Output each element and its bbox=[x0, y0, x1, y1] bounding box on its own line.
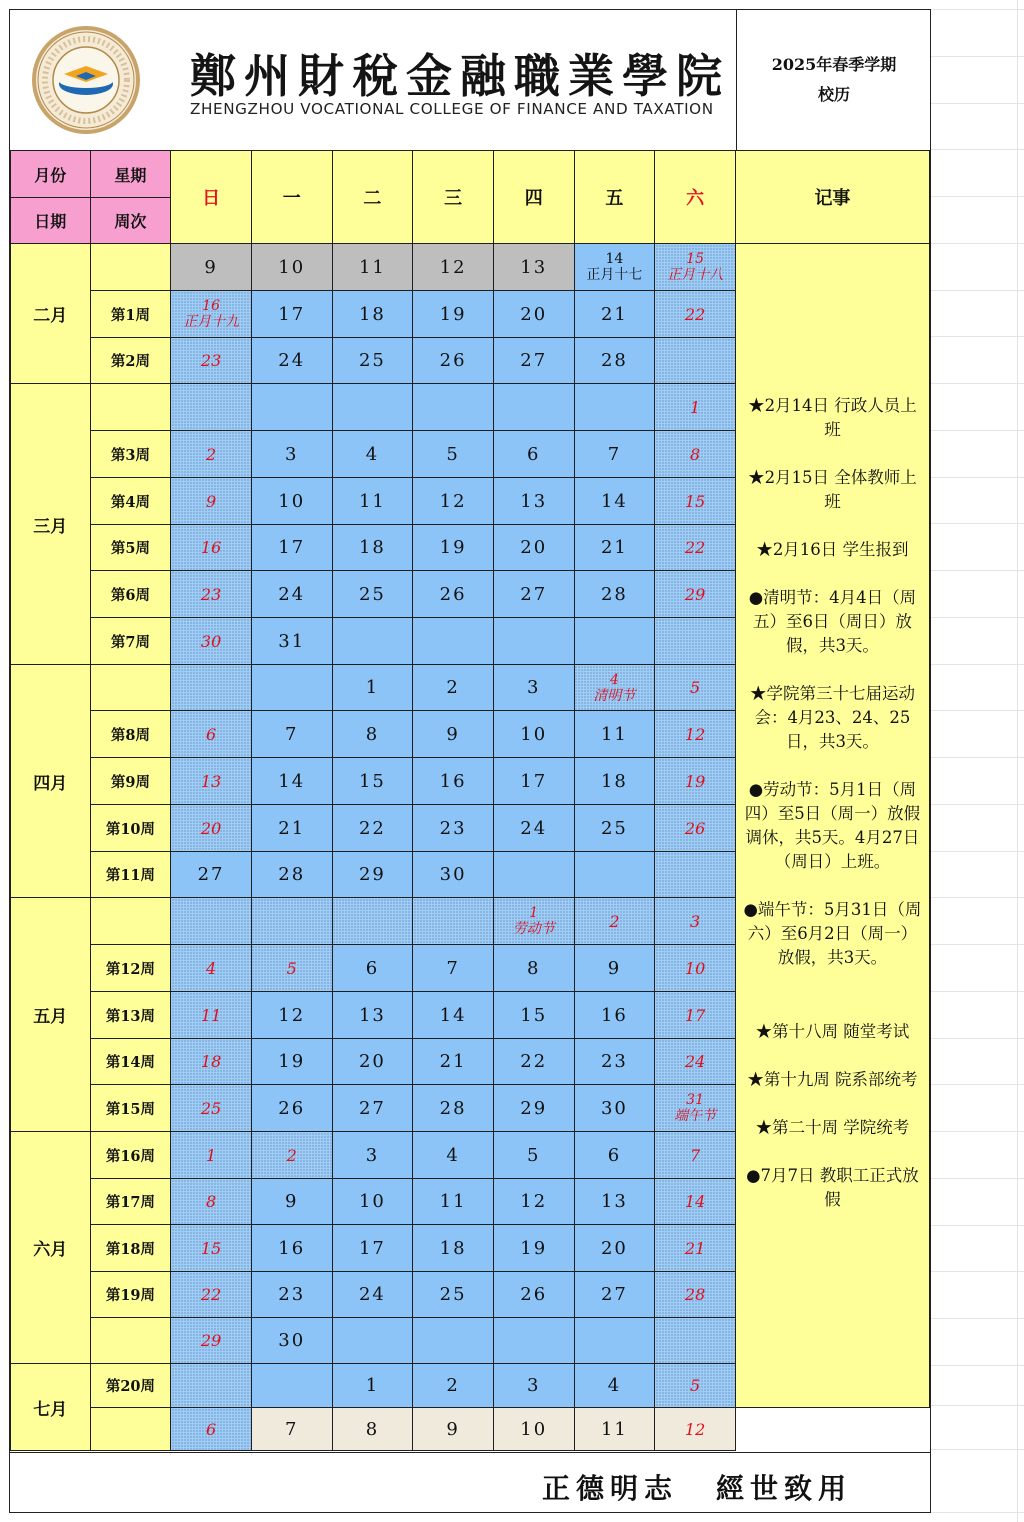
day-cell-weekend bbox=[171, 1364, 252, 1408]
day-cell: 14 bbox=[413, 992, 494, 1039]
day-cell: 21 bbox=[413, 1039, 494, 1085]
holiday-cell: 2 bbox=[251, 1132, 332, 1179]
term-calendar-label: 校历 bbox=[817, 85, 850, 104]
day-cell: 29 bbox=[493, 1085, 574, 1132]
day-cell: 20 bbox=[493, 291, 574, 338]
week-label bbox=[90, 1408, 171, 1451]
day-cell: 18 bbox=[574, 758, 655, 805]
day-cell bbox=[574, 852, 655, 898]
day-cell: 8 bbox=[332, 1408, 413, 1451]
day-cell: 7 bbox=[574, 431, 655, 478]
day-cell: 12 bbox=[413, 244, 494, 291]
day-cell-weekend bbox=[171, 898, 252, 945]
day-cell: 4 bbox=[413, 1132, 494, 1179]
week-label: 第3周 bbox=[90, 431, 171, 478]
day-cell-weekend: 20 bbox=[171, 805, 252, 852]
day-cell-weekend: 17 bbox=[655, 992, 736, 1039]
day-cell-weekend: 22 bbox=[655, 525, 736, 571]
day-cell bbox=[413, 898, 494, 945]
day-cell: 14 bbox=[251, 758, 332, 805]
day-cell: 27 bbox=[493, 571, 574, 618]
day-cell: 26 bbox=[413, 338, 494, 384]
week-label: 第4周 bbox=[90, 478, 171, 525]
day-cell: 23 bbox=[413, 805, 494, 852]
day-cell: 9 bbox=[171, 244, 252, 291]
day-cell: 29 bbox=[332, 852, 413, 898]
day-number: 16 bbox=[202, 298, 220, 314]
day-cell-weekend: 30 bbox=[171, 618, 252, 665]
day-cell bbox=[332, 618, 413, 665]
day-cell: 15 bbox=[493, 992, 574, 1039]
day-cell: 16 bbox=[574, 992, 655, 1039]
note-item: ●端午节：5月31日（周六）至6月2日（周一）放假，共3天。 bbox=[743, 900, 922, 967]
day-cell-weekend: 8 bbox=[655, 431, 736, 478]
day-cell: 7 bbox=[413, 945, 494, 992]
month-label-mar: 三月 bbox=[11, 384, 91, 665]
day-cell: 14 bbox=[574, 478, 655, 525]
day-cell: 21 bbox=[251, 805, 332, 852]
day-cell bbox=[251, 665, 332, 711]
day-cell: 16 bbox=[251, 1225, 332, 1272]
day-number: 14 bbox=[605, 251, 624, 267]
day-cell: 31 bbox=[251, 618, 332, 665]
day-cell: 5 bbox=[413, 431, 494, 478]
month-label-may: 五月 bbox=[11, 898, 91, 1132]
week-label bbox=[90, 244, 171, 291]
day-cell: 15 bbox=[332, 758, 413, 805]
day-cell: 17 bbox=[493, 758, 574, 805]
day-cell: 23 bbox=[251, 1272, 332, 1318]
calendar-table bbox=[10, 150, 930, 1451]
day-cell: 6 bbox=[332, 945, 413, 992]
week-label bbox=[90, 1318, 171, 1364]
day-cell-weekend: 25 bbox=[171, 1085, 252, 1132]
day-cell: 12 bbox=[251, 992, 332, 1039]
month-label-jun: 六月 bbox=[11, 1132, 91, 1364]
day-cell: 13 bbox=[332, 992, 413, 1039]
day-number: 4 bbox=[609, 671, 619, 688]
week-label: 第19周 bbox=[90, 1272, 171, 1318]
day-cell-weekend bbox=[171, 291, 252, 338]
week-label: 第16周 bbox=[90, 1132, 171, 1179]
week-label: 第20周 bbox=[90, 1364, 171, 1408]
holiday-label: 端午节 bbox=[674, 1108, 717, 1124]
day-cell: 11 bbox=[332, 244, 413, 291]
day-cell-weekend bbox=[655, 852, 736, 898]
day-cell: 11 bbox=[413, 1179, 494, 1225]
day-cell-weekend bbox=[655, 338, 736, 384]
week-label: 第12周 bbox=[90, 945, 171, 992]
week-label: 第17周 bbox=[90, 1179, 171, 1225]
term-title bbox=[736, 10, 931, 150]
day-cell bbox=[574, 244, 655, 291]
day-cell-weekend: 13 bbox=[171, 758, 252, 805]
day-cell: 12 bbox=[493, 1179, 574, 1225]
day-cell bbox=[332, 384, 413, 431]
week-label: 第5周 bbox=[90, 525, 171, 571]
week-label: 第14周 bbox=[90, 1039, 171, 1085]
day-cell-weekend: 11 bbox=[171, 992, 252, 1039]
note-item: ★第十八周 随堂考试 bbox=[755, 1022, 910, 1041]
day-cell-weekend bbox=[655, 244, 736, 291]
day-cell: 28 bbox=[574, 338, 655, 384]
day-cell bbox=[493, 852, 574, 898]
notes-header: 记事 bbox=[735, 151, 929, 244]
month-label-jul: 七月 bbox=[11, 1364, 91, 1451]
day-cell bbox=[574, 384, 655, 431]
notes-panel bbox=[735, 244, 929, 1408]
day-cell: 23 bbox=[574, 1039, 655, 1085]
day-cell-weekend: 12 bbox=[655, 1408, 736, 1451]
holiday-label: 清明节 bbox=[593, 687, 636, 704]
day-cell bbox=[413, 1318, 494, 1364]
day-cell: 8 bbox=[332, 711, 413, 758]
week-label: 第10周 bbox=[90, 805, 171, 852]
holiday-cell: 2 bbox=[574, 898, 655, 945]
day-cell bbox=[493, 384, 574, 431]
wednesday-header: 三 bbox=[413, 151, 494, 244]
day-cell: 6 bbox=[493, 431, 574, 478]
day-cell: 24 bbox=[332, 1272, 413, 1318]
day-cell: 7 bbox=[251, 711, 332, 758]
day-cell-weekend: 24 bbox=[655, 1039, 736, 1085]
day-cell: 16 bbox=[413, 758, 494, 805]
lunar-date-label: 正月十七 bbox=[586, 267, 643, 283]
holiday-cell: 4 bbox=[171, 945, 252, 992]
day-cell-weekend: 2 bbox=[171, 431, 252, 478]
day-cell bbox=[493, 618, 574, 665]
day-cell: 10 bbox=[251, 244, 332, 291]
day-cell: 10 bbox=[493, 711, 574, 758]
day-cell bbox=[493, 1318, 574, 1364]
college-name-chinese: 鄭州財稅金融職業學院 bbox=[190, 49, 730, 103]
day-cell bbox=[332, 898, 413, 945]
day-cell: 22 bbox=[332, 805, 413, 852]
day-cell-weekend: 10 bbox=[655, 945, 736, 992]
day-cell: 10 bbox=[332, 1179, 413, 1225]
day-cell-weekend: 12 bbox=[655, 711, 736, 758]
holiday-cell bbox=[493, 898, 574, 945]
day-cell-weekend: 15 bbox=[655, 478, 736, 525]
day-cell: 21 bbox=[574, 525, 655, 571]
week-label bbox=[90, 384, 171, 431]
week-label: 第11周 bbox=[90, 852, 171, 898]
day-cell-weekend: 22 bbox=[171, 1272, 252, 1318]
day-cell-weekend bbox=[171, 384, 252, 431]
day-cell: 30 bbox=[413, 852, 494, 898]
day-cell bbox=[413, 384, 494, 431]
motto-part: 經世致用 bbox=[716, 1472, 853, 1505]
holiday-cell: 1 bbox=[171, 1132, 252, 1179]
day-cell: 27 bbox=[493, 338, 574, 384]
sunday-header: 日 bbox=[171, 151, 252, 244]
day-cell: 9 bbox=[413, 1408, 494, 1451]
day-cell-weekend: 14 bbox=[655, 1179, 736, 1225]
day-cell-weekend: 23 bbox=[171, 571, 252, 618]
day-cell-weekend: 29 bbox=[171, 1318, 252, 1364]
note-item: ★2月16日 学生报到 bbox=[756, 540, 909, 559]
calendar-footer bbox=[10, 1452, 930, 1513]
week-label: 第6周 bbox=[90, 571, 171, 618]
tuesday-header: 二 bbox=[332, 151, 413, 244]
note-item: ●清明节：4月4日（周五）至6日（周日）放假，共3天。 bbox=[748, 588, 917, 655]
day-cell: 27 bbox=[574, 1272, 655, 1318]
monday-header: 一 bbox=[251, 151, 332, 244]
day-cell: 21 bbox=[574, 291, 655, 338]
school-calendar-sheet bbox=[9, 9, 931, 1513]
day-cell bbox=[413, 618, 494, 665]
holiday-cell bbox=[655, 1085, 736, 1132]
week-label bbox=[90, 665, 171, 711]
note-item: ★第十九周 院系部统考 bbox=[747, 1070, 918, 1089]
week-label: 第18周 bbox=[90, 1225, 171, 1272]
day-cell: 25 bbox=[413, 1272, 494, 1318]
day-cell: 26 bbox=[413, 571, 494, 618]
day-number: 31 bbox=[686, 1092, 704, 1108]
week-label: 第7周 bbox=[90, 618, 171, 665]
day-cell: 19 bbox=[493, 1225, 574, 1272]
week-label: 第13周 bbox=[90, 992, 171, 1039]
day-cell: 1 bbox=[332, 665, 413, 711]
day-cell: 5 bbox=[493, 1132, 574, 1179]
day-cell: 24 bbox=[251, 571, 332, 618]
day-cell: 11 bbox=[574, 1408, 655, 1451]
week-label bbox=[90, 898, 171, 945]
day-cell: 18 bbox=[332, 525, 413, 571]
day-cell: 19 bbox=[251, 1039, 332, 1085]
day-cell: 25 bbox=[332, 571, 413, 618]
day-cell bbox=[251, 384, 332, 431]
day-cell: 9 bbox=[251, 1179, 332, 1225]
day-cell: 17 bbox=[332, 1225, 413, 1272]
day-number: 15 bbox=[686, 251, 704, 267]
day-cell bbox=[251, 898, 332, 945]
day-cell-weekend: 8 bbox=[171, 1179, 252, 1225]
day-cell: 3 bbox=[332, 1132, 413, 1179]
day-cell: 26 bbox=[251, 1085, 332, 1132]
week-label: 第9周 bbox=[90, 758, 171, 805]
day-cell: 4 bbox=[332, 431, 413, 478]
day-cell: 17 bbox=[251, 525, 332, 571]
term-year-label: 2025年春季学期 bbox=[771, 55, 897, 74]
day-cell: 17 bbox=[251, 291, 332, 338]
day-cell-weekend: 21 bbox=[655, 1225, 736, 1272]
day-cell bbox=[251, 1364, 332, 1408]
day-cell bbox=[332, 1318, 413, 1364]
note-item: ●7月7日 教职工正式放假 bbox=[746, 1166, 919, 1209]
friday-header: 五 bbox=[574, 151, 655, 244]
day-cell: 3 bbox=[251, 431, 332, 478]
day-cell: 30 bbox=[574, 1085, 655, 1132]
day-cell: 19 bbox=[413, 525, 494, 571]
thursday-header: 四 bbox=[493, 151, 574, 244]
college-motto bbox=[542, 1467, 890, 1507]
day-cell-weekend: 6 bbox=[171, 711, 252, 758]
college-name-english: ZHENGZHOU VOCATIONAL COLLEGE OF FINANCE AND TAXATION bbox=[190, 100, 714, 118]
day-cell: 20 bbox=[332, 1039, 413, 1085]
note-item: ★2月14日 行政人员上班 bbox=[748, 396, 917, 439]
day-cell: 6 bbox=[574, 1132, 655, 1179]
day-cell: 4 bbox=[574, 1364, 655, 1408]
day-cell: 20 bbox=[574, 1225, 655, 1272]
day-cell: 24 bbox=[251, 338, 332, 384]
motto-part: 正德明志 bbox=[542, 1472, 679, 1505]
day-number: 1 bbox=[529, 905, 539, 921]
day-cell: 28 bbox=[413, 1085, 494, 1132]
day-cell: 26 bbox=[493, 1272, 574, 1318]
day-cell: 7 bbox=[251, 1408, 332, 1451]
holiday-cell: 5 bbox=[251, 945, 332, 992]
day-cell-weekend: 3 bbox=[655, 898, 736, 945]
day-cell-weekend: 28 bbox=[655, 1272, 736, 1318]
week-label: 第15周 bbox=[90, 1085, 171, 1132]
month-column-header: 月份 bbox=[11, 151, 91, 198]
day-cell-weekend: 23 bbox=[171, 338, 252, 384]
week-label: 第8周 bbox=[90, 711, 171, 758]
day-cell-weekend bbox=[655, 1318, 736, 1364]
day-cell: 11 bbox=[574, 711, 655, 758]
day-cell-weekend: 5 bbox=[655, 665, 736, 711]
day-cell bbox=[574, 618, 655, 665]
month-label-apr: 四月 bbox=[11, 665, 91, 898]
day-cell-weekend: 6 bbox=[171, 1408, 252, 1451]
lunar-date-label: 正月十九 bbox=[183, 314, 240, 330]
month-label-feb: 二月 bbox=[11, 244, 91, 384]
day-cell: 1 bbox=[332, 1364, 413, 1408]
note-item: ●劳动节：5月1日（周四）至5日（周一）放假调休，共5天。4月27日（周日）上班。 bbox=[744, 780, 921, 871]
day-cell-weekend: 26 bbox=[655, 805, 736, 852]
day-cell: 13 bbox=[493, 478, 574, 525]
date-column-header: 日期 bbox=[11, 198, 91, 244]
week-number-column-header: 周次 bbox=[90, 198, 171, 244]
day-cell: 28 bbox=[574, 571, 655, 618]
note-item: ★学院第三十七届运动会：4月23、24、25日，共3天。 bbox=[749, 684, 915, 751]
day-cell-weekend: 22 bbox=[655, 291, 736, 338]
day-cell-weekend: 15 bbox=[171, 1225, 252, 1272]
day-cell: 12 bbox=[413, 478, 494, 525]
day-cell: 27 bbox=[332, 1085, 413, 1132]
day-cell-weekend: 5 bbox=[655, 1364, 736, 1408]
day-cell: 10 bbox=[493, 1408, 574, 1451]
day-cell-weekend: 1 bbox=[655, 384, 736, 431]
day-cell-weekend: 7 bbox=[655, 1132, 736, 1179]
lunar-date-label: 正月十八 bbox=[667, 267, 724, 283]
day-cell: 10 bbox=[251, 478, 332, 525]
day-cell-weekend: 29 bbox=[655, 571, 736, 618]
day-cell-weekend bbox=[655, 618, 736, 665]
day-cell: 9 bbox=[574, 945, 655, 992]
note-item: ★2月15日 全体教师上班 bbox=[748, 468, 917, 511]
holiday-cell bbox=[574, 665, 655, 711]
day-cell: 28 bbox=[251, 852, 332, 898]
day-cell: 30 bbox=[251, 1318, 332, 1364]
spreadsheet-gridlines bbox=[931, 0, 1024, 1522]
makeup-workday-cell: 27 bbox=[171, 852, 252, 898]
day-cell bbox=[574, 1318, 655, 1364]
day-cell-weekend bbox=[171, 665, 252, 711]
note-item: ★第二十周 学院统考 bbox=[755, 1118, 910, 1137]
college-logo bbox=[30, 24, 142, 136]
day-cell: 19 bbox=[413, 291, 494, 338]
day-cell: 2 bbox=[413, 1364, 494, 1408]
day-cell: 18 bbox=[332, 291, 413, 338]
day-cell: 13 bbox=[493, 244, 574, 291]
week-label: 第1周 bbox=[90, 291, 171, 338]
day-cell-weekend: 19 bbox=[655, 758, 736, 805]
day-cell: 3 bbox=[493, 1364, 574, 1408]
day-cell-weekend: 16 bbox=[171, 525, 252, 571]
week-label: 第2周 bbox=[90, 338, 171, 384]
day-cell: 25 bbox=[574, 805, 655, 852]
day-cell: 13 bbox=[574, 1179, 655, 1225]
saturday-header: 六 bbox=[655, 151, 736, 244]
calendar-header bbox=[10, 10, 930, 151]
day-cell: 9 bbox=[413, 711, 494, 758]
day-cell: 2 bbox=[413, 665, 494, 711]
weekday-column-header: 星期 bbox=[90, 151, 171, 198]
day-cell: 25 bbox=[332, 338, 413, 384]
day-cell: 22 bbox=[493, 1039, 574, 1085]
day-cell-weekend: 18 bbox=[171, 1039, 252, 1085]
day-cell: 3 bbox=[493, 665, 574, 711]
day-cell: 8 bbox=[493, 945, 574, 992]
day-cell: 11 bbox=[332, 478, 413, 525]
day-cell-weekend: 9 bbox=[171, 478, 252, 525]
day-cell: 20 bbox=[493, 525, 574, 571]
holiday-label: 劳动节 bbox=[512, 921, 555, 937]
day-cell: 24 bbox=[493, 805, 574, 852]
day-cell: 18 bbox=[413, 1225, 494, 1272]
